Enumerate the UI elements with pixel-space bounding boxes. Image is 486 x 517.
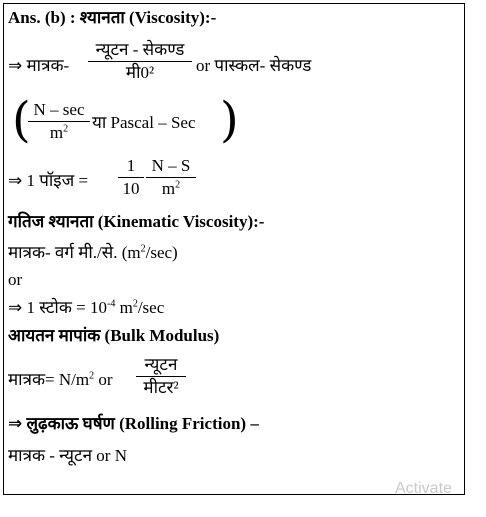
rolling-friction-heading: ⇒ लुढ़काऊ घर्षण (Rolling Friction) – [8, 414, 259, 434]
kinematic-viscosity-heading: गतिज श्यानता (Kinematic Viscosity):- [8, 212, 265, 231]
activate-watermark: Activate [395, 480, 452, 497]
stoke-line: ⇒ 1 स्टोक = $10^{-4}$ $m^2/\sec$ [8, 298, 165, 318]
fraction-bar [136, 376, 186, 377]
fraction-numerator: N – S [151, 156, 191, 175]
unit-label: मात्रक- [26, 56, 70, 75]
fraction-bar [88, 61, 192, 62]
poise-line [8, 171, 88, 191]
fraction-denominator: 10 [122, 179, 140, 198]
bulk-modulus-heading: आयतन मापांक (Bulk Modulus) [8, 326, 220, 345]
pascal-second-text: or पास्कल- सेकण्ड [196, 56, 312, 75]
implies-arrow-icon: ⇒ [8, 171, 23, 191]
n-s-per-m2-fraction [146, 156, 196, 199]
implies-arrow-icon: ⇒ [8, 298, 23, 318]
one-tenth-fraction [118, 156, 144, 199]
fraction-bar [118, 177, 144, 178]
right-parenthesis: ) [220, 92, 239, 148]
fraction-numerator: 1 [126, 156, 136, 175]
rolling-friction-unit: मात्रक - न्यूटन or N [8, 446, 127, 465]
fraction-numerator: न्यूटन - सेकण्ड [95, 40, 185, 59]
viscosity-unit-label [8, 56, 69, 76]
implies-arrow-icon: ⇒ [8, 56, 23, 76]
fraction-denominator: मीटर² [143, 378, 179, 397]
or-text: or [8, 270, 23, 289]
fraction-denominator: मी0² [125, 63, 155, 82]
pascal-sec-text: या Pascal – Sec [92, 113, 196, 132]
bulk-unit: मात्रक= $N/m^2$ or [8, 370, 113, 389]
kinematic-unit: मात्रक- वर्ग मी./से. $(m^2/\sec)$ [8, 243, 178, 262]
newton-per-metre2-fraction [136, 355, 186, 398]
implies-arrow-icon: ⇒ [8, 414, 23, 434]
n-sec-per-m2-fraction [28, 100, 90, 143]
viscosity-heading: Ans. (b) : श्यानता (Viscosity):- [8, 8, 217, 27]
left-parenthesis: ( [12, 92, 31, 148]
fraction-denominator: $m^2$ [161, 179, 181, 198]
fraction-bar [28, 121, 90, 122]
poise-lhs: 1 पॉइज = [26, 171, 89, 190]
fraction-numerator: न्यूटन [144, 355, 178, 374]
newton-second-fraction [88, 40, 192, 83]
fraction-denominator: $m^2$ [49, 123, 69, 142]
fraction-bar [146, 177, 196, 178]
fraction-numerator: N – sec [33, 100, 85, 119]
